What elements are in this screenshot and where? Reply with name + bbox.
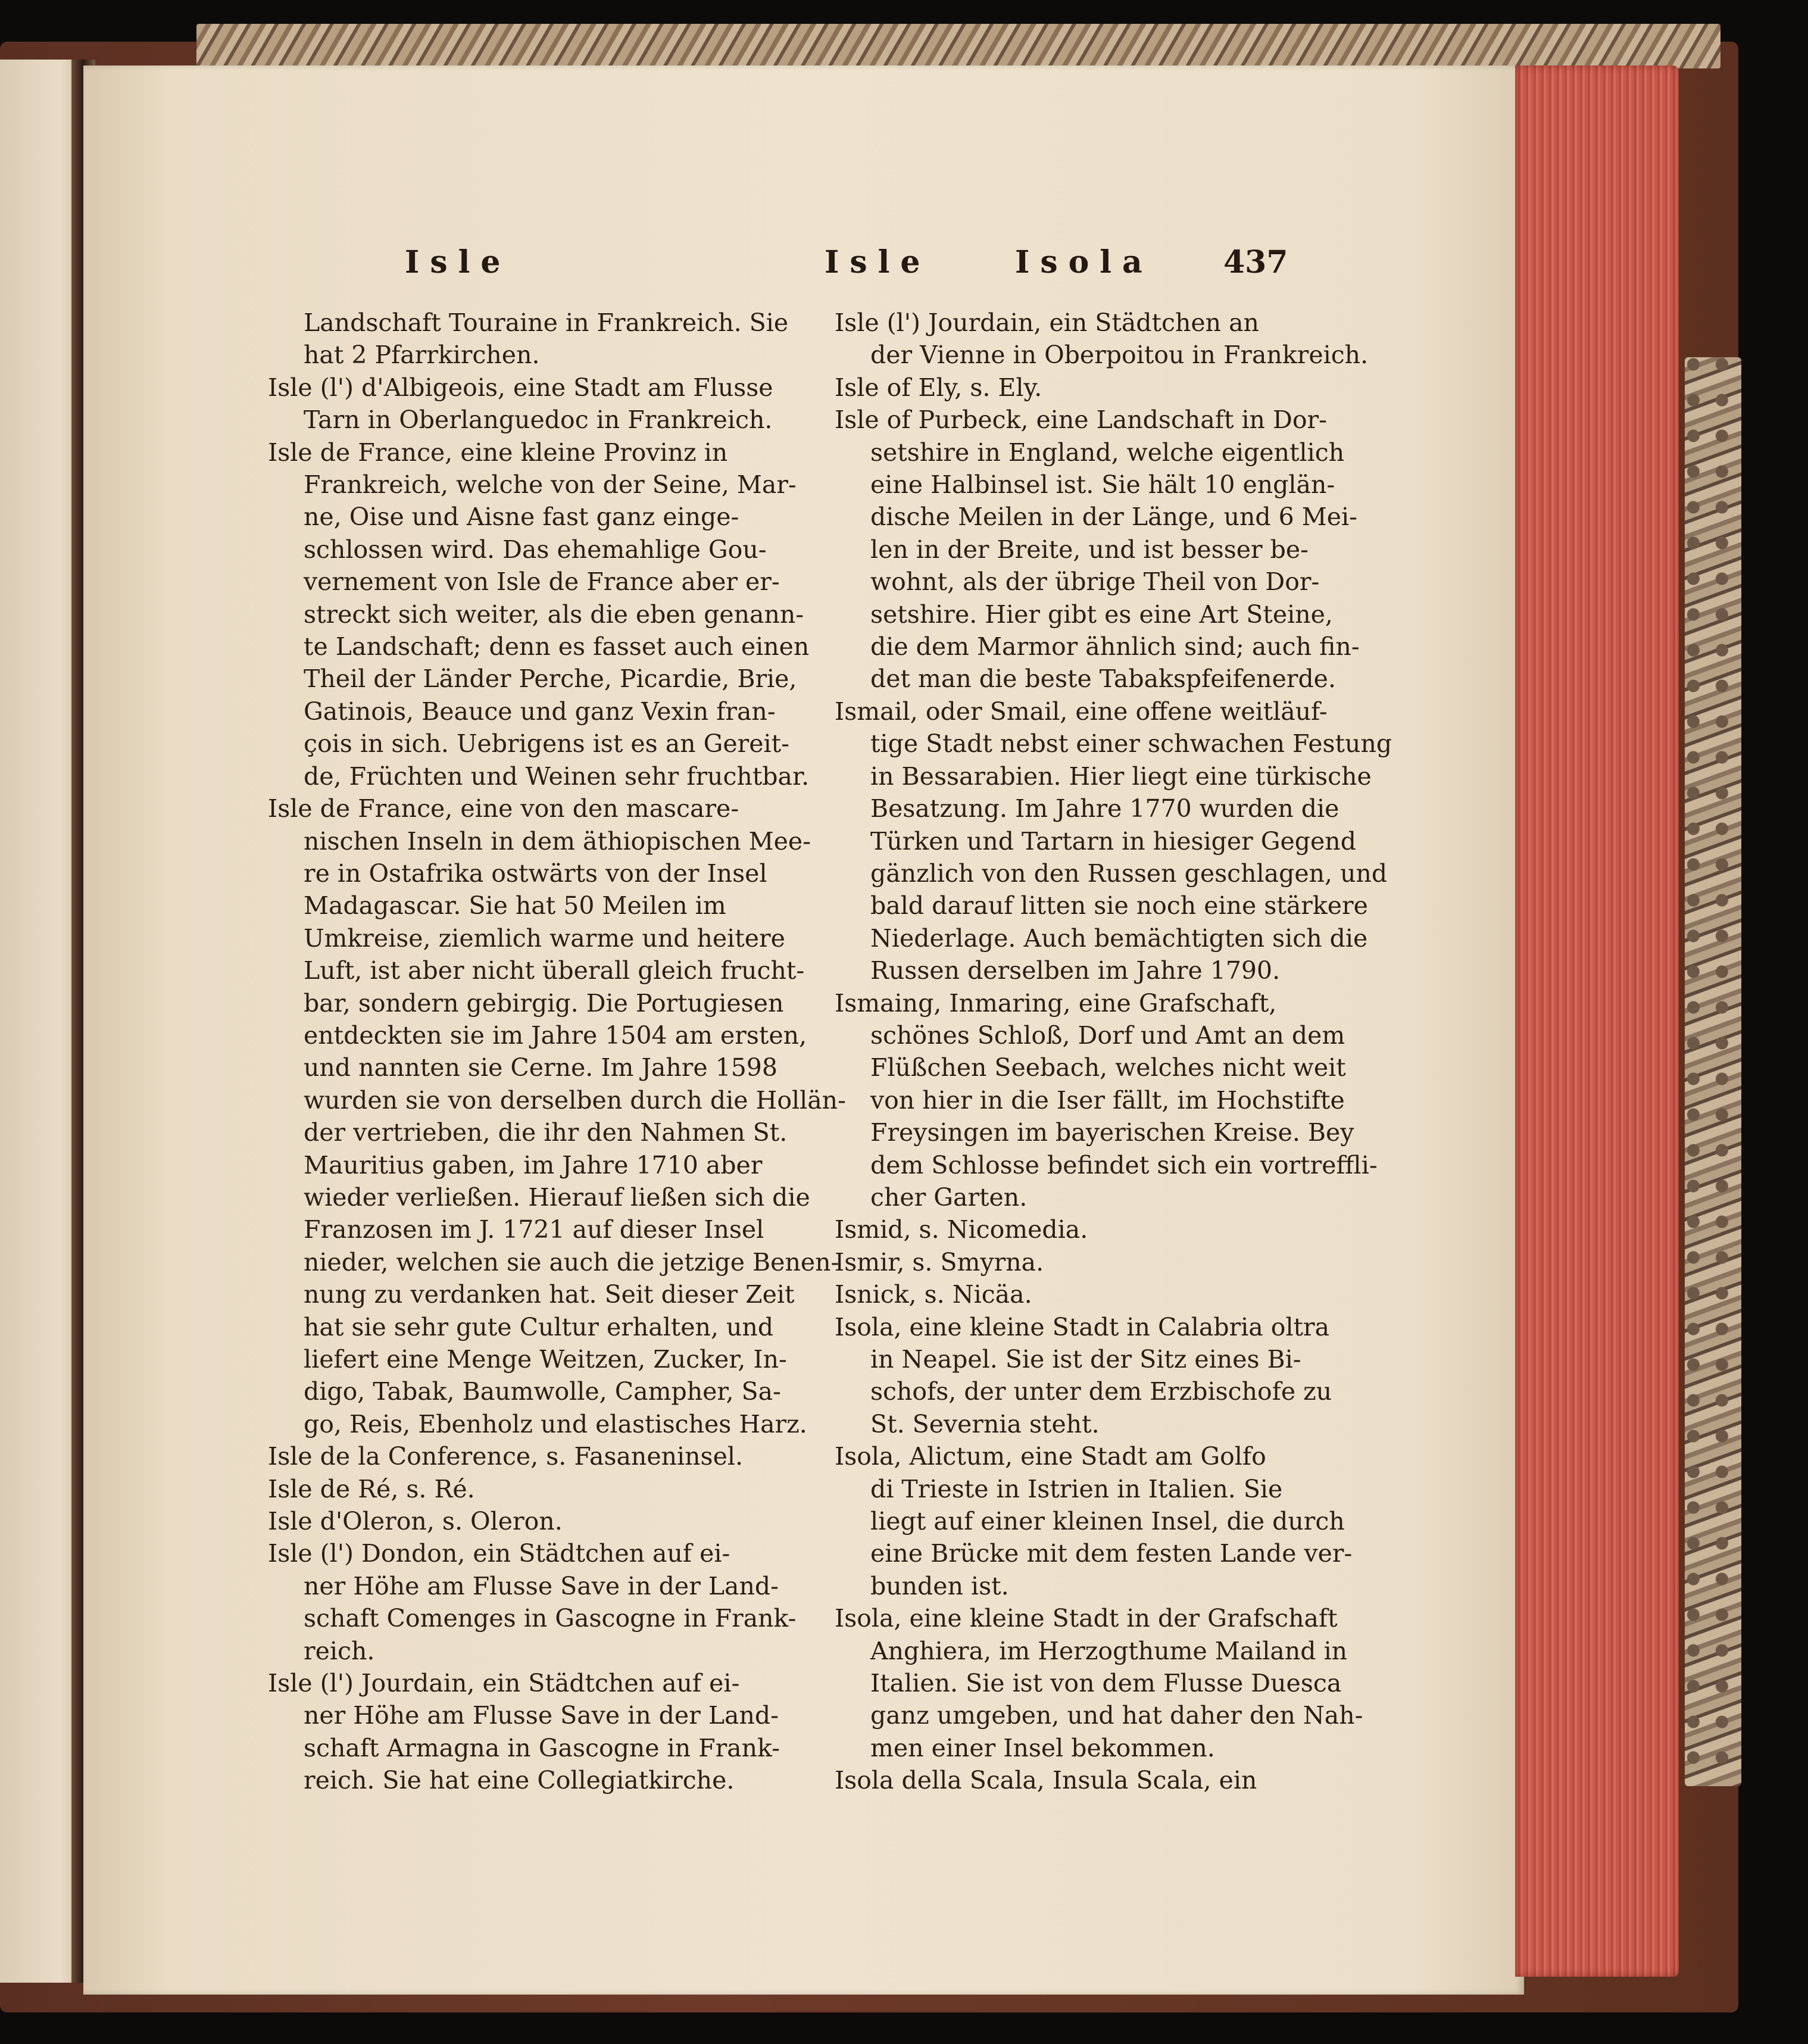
entry-line: Mauritius gaben, im Jahre 1710 aber xyxy=(304,1150,763,1179)
dictionary-entry xyxy=(268,1667,828,1797)
dictionary-entry xyxy=(268,792,846,1440)
entry-line: Gatinois, Beauce und ganz Vexin fran- xyxy=(304,697,776,726)
entry-line: setshire. Hier gibt es eine Art Steine, xyxy=(870,600,1333,629)
entry-headline: Ismaing, Inmaring, eine Grafschaft, xyxy=(835,988,1277,1018)
entry-line: schaft Comenges in Gascogne in Frank- xyxy=(304,1604,797,1633)
entry-headline: Isola, Alictum, eine Stadt am Golfo xyxy=(835,1442,1266,1471)
running-head xyxy=(83,244,1524,298)
entry-line: die dem Marmor ähnlich sind; auch fin- xyxy=(870,632,1360,661)
entry-line: liegt auf einer kleinen Insel, die durch xyxy=(870,1507,1345,1536)
dictionary-entry xyxy=(835,1246,1400,1278)
entry-line: go, Reis, Ebenholz und elastisches Harz. xyxy=(304,1409,807,1438)
entry-line: digo, Tabak, Baumwolle, Campher, Sa- xyxy=(304,1377,781,1406)
dictionary-entry xyxy=(268,1537,828,1667)
entry-line: liefert eine Menge Weitzen, Zucker, In- xyxy=(304,1345,787,1374)
running-head-center: Isle xyxy=(825,244,931,280)
entry-headline: Isle (l') d'Albigeois, eine Stadt am Flusse xyxy=(268,373,773,402)
entry-headline: Isle of Ely, s. Ely. xyxy=(835,373,1042,402)
entry-line: wieder verließen. Hierauf ließen sich die xyxy=(304,1182,810,1212)
entry-headline: Isle de Ré, s. Ré. xyxy=(268,1474,475,1503)
entry-line: Niederlage. Auch bemächtigten sich die xyxy=(870,923,1368,953)
entry-line: schaft Armagna in Gascogne in Frank- xyxy=(304,1733,780,1762)
entry-line: der Vienne in Oberpoitou in Frankreich. xyxy=(870,341,1369,370)
entry-line: in Bessarabien. Hier liegt eine türkische xyxy=(870,762,1372,791)
dictionary-entry xyxy=(835,372,1400,404)
entry-line: di Trieste in Istrien in Italien. Sie xyxy=(870,1474,1283,1503)
entry-line: der vertrieben, die ihr den Nahmen St. xyxy=(304,1118,788,1147)
dictionary-entry xyxy=(835,695,1400,987)
dictionary-entry xyxy=(268,1473,828,1505)
entry-line: Italien. Sie ist von dem Flusse Duesca xyxy=(870,1669,1342,1698)
entry-line: Flüßchen Seebach, welches nicht weit xyxy=(870,1053,1346,1082)
entry-line: von hier in die Iser fällt, im Hochstifte xyxy=(870,1085,1345,1115)
entry-line: St. Severnia steht. xyxy=(870,1409,1100,1438)
entry-headline: Isle de France, eine kleine Provinz in xyxy=(268,438,728,467)
entry-line: ner Höhe am Flusse Save in der Land- xyxy=(304,1571,779,1600)
entry-headline: Isle d'Oleron, s. Oleron. xyxy=(268,1507,563,1536)
dictionary-entry xyxy=(835,307,1400,372)
entry-line: setshire in England, welche eigentlich xyxy=(870,438,1345,467)
entry-headline: Ismail, oder Smail, eine offene weitläuf- xyxy=(835,697,1328,726)
entry-line: Anghiera, im Herzogthume Mailand in xyxy=(870,1636,1348,1665)
entry-headline: Isle (l') Jourdain, ein Städtchen auf ei- xyxy=(268,1669,740,1698)
marbled-board-top xyxy=(196,24,1720,68)
dictionary-entry xyxy=(835,1311,1400,1441)
entry-line: Theil der Länder Perche, Picardie, Brie, xyxy=(304,664,797,694)
entry-line: eine Brücke mit dem festen Lande ver- xyxy=(870,1539,1353,1568)
dictionary-entry xyxy=(835,1602,1400,1764)
left-column xyxy=(268,307,846,1797)
entry-line: len in der Breite, und ist besser be- xyxy=(870,535,1309,564)
entry-line: Tarn in Oberlanguedoc in Frankreich. xyxy=(304,405,773,435)
entry-line: und nannten sie Cerne. Im Jahre 1598 xyxy=(304,1053,777,1082)
entry-line: nischen Inseln in dem äthiopischen Mee- xyxy=(304,826,811,856)
entry-headline: Isola, eine kleine Stadt in der Grafschaft xyxy=(835,1604,1338,1633)
entry-line: men einer Insel bekommen. xyxy=(870,1733,1215,1762)
marbled-board-right xyxy=(1685,357,1741,1786)
entry-line: hat 2 Pfarrkirchen. xyxy=(304,341,540,370)
dictionary-entry xyxy=(268,1440,828,1472)
entry-line: bald darauf litten sie noch eine stärkere xyxy=(870,891,1368,920)
entry-line: schönes Schloß, Dorf und Amt an dem xyxy=(870,1021,1345,1050)
entry-line: te Landschaft; denn es fasset auch einen xyxy=(304,632,810,661)
dictionary-entry xyxy=(835,1213,1400,1246)
entry-line: bar, sondern gebirgig. Die Portugiesen xyxy=(304,988,784,1018)
entry-line: Madagascar. Sie hat 50 Meilen im xyxy=(304,891,726,920)
entry-line: ner Höhe am Flusse Save in der Land- xyxy=(304,1701,779,1730)
entry-line: bunden ist. xyxy=(870,1571,1009,1600)
entry-line: dem Schlosse befindet sich ein vortreffli- xyxy=(870,1150,1378,1179)
entry-line: de, Früchten und Weinen sehr fruchtbar. xyxy=(304,762,810,791)
entry-line: re in Ostafrika ostwärts von der Insel xyxy=(304,859,767,888)
entry-line: Luft, ist aber nicht überall gleich frucht- xyxy=(304,956,805,985)
entry-headline: Isola della Scala, Insula Scala, ein xyxy=(835,1766,1257,1795)
dictionary-entry xyxy=(268,1505,828,1537)
page-number: 437 xyxy=(1223,244,1288,280)
entry-headline: Isle of Purbeck, eine Landschaft in Dor- xyxy=(835,405,1328,435)
entry-line: det man die beste Tabakspfeifenerde. xyxy=(870,664,1336,694)
entry-line: eine Halbinsel ist. Sie hält 10 englän- xyxy=(870,470,1335,500)
entry-line: cher Garten. xyxy=(870,1182,1028,1212)
entry-line: Franzosen im J. 1721 auf dieser Insel xyxy=(304,1215,764,1244)
entry-line: gänzlich von den Russen geschlagen, und xyxy=(870,859,1388,888)
entry-headline: Ismir, s. Smyrna. xyxy=(835,1247,1044,1277)
entry-line: ganz umgeben, und hat daher den Nah- xyxy=(870,1701,1363,1730)
running-head-left: Isle xyxy=(405,244,511,280)
entry-line: Frankreich, welche von der Seine, Mar- xyxy=(304,470,797,500)
entry-line: streckt sich weiter, als die eben genann- xyxy=(304,600,804,629)
entry-headline: Isnick, s. Nicäa. xyxy=(835,1280,1032,1309)
dictionary-entry xyxy=(835,404,1400,695)
running-head-right: Isola xyxy=(1015,244,1153,280)
entry-headline: Isle de la Conference, s. Fasaneninsel. xyxy=(268,1442,743,1471)
entry-line: in Neapel. Sie ist der Sitz eines Bi- xyxy=(870,1345,1301,1374)
entry-line: reich. xyxy=(304,1636,375,1665)
book-page xyxy=(83,65,1524,1995)
entry-headline: Isola, eine kleine Stadt in Calabria oltra xyxy=(835,1312,1330,1341)
entry-line: nung zu verdanken hat. Seit dieser Zeit xyxy=(304,1280,795,1309)
entry-line: dische Meilen in der Länge, und 6 Mei- xyxy=(870,503,1357,532)
entry-line: Freysingen im bayerischen Kreise. Bey xyxy=(870,1118,1354,1147)
entry-line: Russen derselben im Jahre 1790. xyxy=(870,956,1281,985)
entry-headline: Isle (l') Jourdain, ein Städtchen an xyxy=(835,308,1259,337)
entry-line: hat sie sehr gute Cultur erhalten, und xyxy=(304,1312,774,1341)
entry-headline: Isle (l') Dondon, ein Städtchen auf ei- xyxy=(268,1539,730,1568)
entry-line: vernement von Isle de France aber er- xyxy=(304,567,780,597)
dictionary-entry xyxy=(835,987,1400,1214)
entry-line: Türken und Tartarn in hiesiger Gegend xyxy=(870,826,1356,856)
right-column xyxy=(835,307,1400,1797)
entry-line: schlossen wird. Das ehemahlige Gou- xyxy=(304,535,767,564)
entry-line: reich. Sie hat eine Collegiatkirche. xyxy=(304,1766,735,1795)
entry-line: tige Stadt nebst einer schwachen Festung xyxy=(870,729,1392,759)
entry-line: wohnt, als der übrige Theil von Dor- xyxy=(870,567,1320,597)
entry-line: Umkreise, ziemlich warme und heitere xyxy=(304,923,785,953)
dictionary-entry xyxy=(835,1440,1400,1602)
entry-line: entdeckten sie im Jahre 1504 am ersten, xyxy=(304,1021,807,1050)
page-block-edge xyxy=(1515,65,1679,1977)
entry-line: nieder, welchen sie auch die jetzige Benen- xyxy=(304,1247,839,1277)
entry-line: wurden sie von derselben durch die Hollän- xyxy=(304,1085,846,1115)
dictionary-entry xyxy=(835,1278,1400,1310)
entry-headline: Ismid, s. Nicomedia. xyxy=(835,1215,1088,1244)
dictionary-entry xyxy=(835,1764,1400,1796)
entry-line: ne, Oise und Aisne fast ganz einge- xyxy=(304,503,739,532)
dictionary-entry xyxy=(268,372,828,436)
entry-line: çois in sich. Uebrigens ist es an Gereit- xyxy=(304,729,789,759)
entry-headline: Isle de France, eine von den mascare- xyxy=(268,794,739,823)
dictionary-entry xyxy=(268,307,828,372)
dictionary-entry xyxy=(268,436,828,792)
entry-headline: Landschaft Touraine in Frankreich. Sie xyxy=(304,308,789,337)
entry-line: Besatzung. Im Jahre 1770 wurden die xyxy=(870,794,1339,823)
entry-line: schofs, der unter dem Erzbischofe zu xyxy=(870,1377,1332,1406)
